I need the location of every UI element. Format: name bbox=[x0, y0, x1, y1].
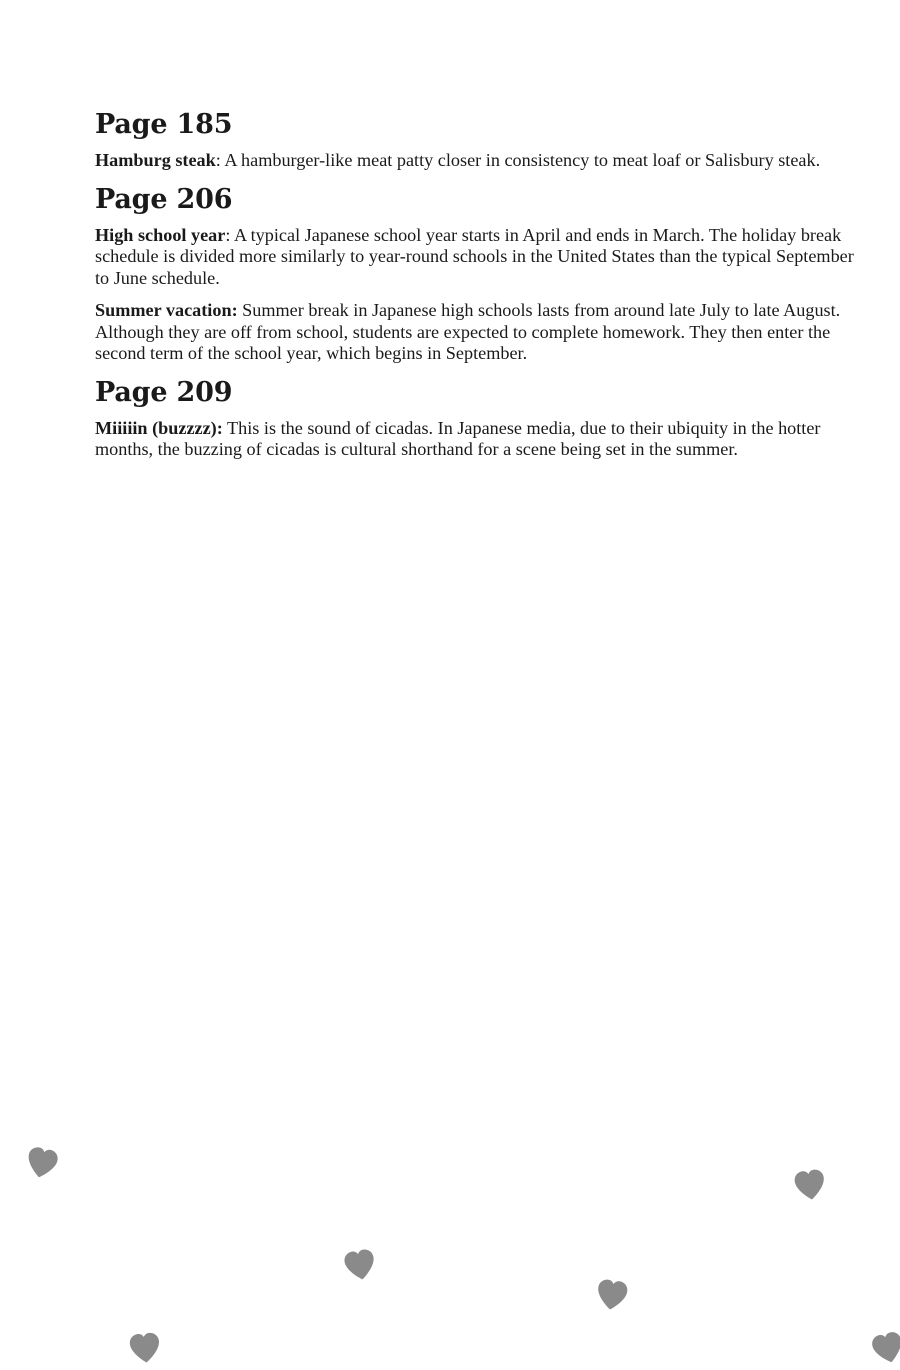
entry-term: Summer vacation: bbox=[95, 300, 238, 320]
heart-icon bbox=[125, 1328, 165, 1368]
glossary-entry-high-school-year bbox=[95, 225, 855, 290]
entry-definition: A hamburger-like meat patty closer in consistency to meat loaf or Salisbury steak. bbox=[220, 150, 821, 170]
entry-separator: : bbox=[215, 150, 221, 170]
entry-term: Hamburg steak bbox=[95, 150, 216, 170]
entry-separator: : bbox=[225, 224, 231, 245]
heart-icon bbox=[790, 1165, 831, 1206]
glossary-section-page-209 bbox=[95, 376, 855, 461]
section-heading: Page 206 bbox=[95, 183, 233, 215]
heart-icon bbox=[592, 1275, 633, 1316]
glossary-content bbox=[95, 108, 855, 472]
section-heading: Page 185 bbox=[95, 109, 233, 140]
section-heading: Page 209 bbox=[95, 376, 233, 408]
glossary-entry-miiiiin bbox=[95, 418, 855, 461]
glossary-section-page-185 bbox=[95, 108, 855, 172]
heart-icon bbox=[866, 1326, 900, 1370]
heart-icon bbox=[21, 1142, 64, 1185]
entry-term: Miiiiin (buzzzz): bbox=[95, 417, 223, 438]
entry-definition: A typical Japanese school year starts in April and ends in March. The holiday break schedule is divided more similarly to year-round schools in the United States than the typical September to June schedule. bbox=[95, 224, 854, 288]
entry-definition: This is the sound of cicadas. In Japanese media, due to their ubiquity in the hotter months, the buzzing of cicadas is cultural shorthand for a scene being set in the summer. bbox=[95, 417, 821, 459]
entry-definition: Summer break in Japanese high schools lasts from around late July to late August. Although they are off from school, students are expected to complete homework. They then enter the second term of the school year, which begins in September. bbox=[95, 300, 841, 363]
glossary-entry-hamburg-steak bbox=[95, 150, 855, 172]
glossary-entry-summer-vacation bbox=[95, 300, 855, 365]
entry-term: High school year bbox=[95, 224, 226, 245]
glossary-section-page-206 bbox=[95, 183, 855, 365]
heart-icon bbox=[339, 1244, 381, 1286]
